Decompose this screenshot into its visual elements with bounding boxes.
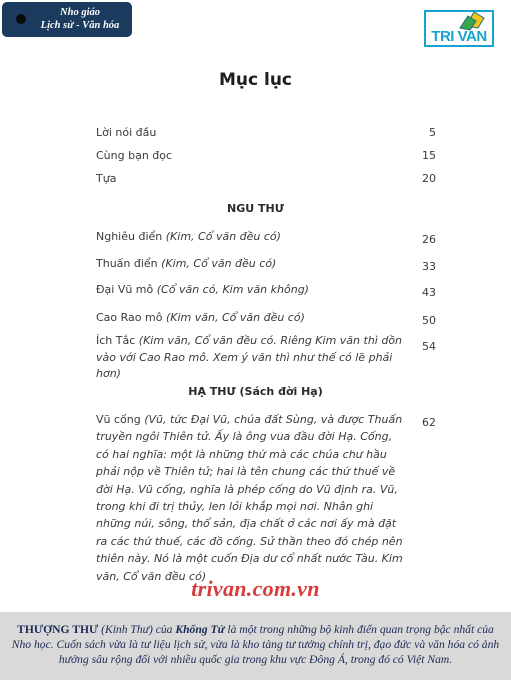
toc-page: 15 [422, 149, 436, 162]
toc-page: 54 [422, 340, 436, 353]
toc-entry: Vũ cống (Vũ, tức Đại Vũ, chúa đất Sùng, và được Thuấn truyền ngôi Thiên tử. Ấy là ông vua đầu đời Hạ. Cống, có hai nghĩa: một là những thứ mà các chúa chư hầu phải nộp về Thiên tử; hai là tên chung các thứ thuế về đời Hạ. Vũ cống, nghĩa là phép cống do Vũ định ra. Vũ, trong khi đi trị thủy, len lỏi khắp mọi nơi. Nhân ghi những núi, sông, thổ sản, địa chất ở các nơi ấy mà đặt ra các thứ thuế, các đồ cống. Sử thần theo đó chép nên thiên này. Nó là một cuốn Địa dư cổ nhất nước Tàu. Kim văn, Cổ văn đều có) [96, 413, 403, 583]
author-name: Khổng Tử [175, 623, 225, 636]
bullet-dot-icon [16, 14, 26, 24]
toc-entry: Lời nói đầu [96, 126, 157, 139]
book-description: THƯỢNG THƯ (Kinh Thư) của Khổng Tử là một trong những bộ kinh điển quan trọng bậc nhất của Nho học. Cuốn sách vừa là tư liệu lịch sử, vừa là kho tàng tư tưởng chính trị, đạo đức và văn hóa có ảnh hưởng sâu rộng đối với nhiều quốc gia trong khu vực Đông Á, trong đó có Việt Nam. [0, 612, 511, 680]
logo-text: TRI VAN [431, 28, 487, 45]
toc-page: 20 [422, 172, 436, 185]
toc-entry: Ích Tắc (Kim văn, Cổ văn đều có. Riêng Kim văn thì dồn vào với Cao Rao mô. Xem ý văn thì như thế có lẽ phải hơn) [96, 334, 403, 380]
book-title: THƯỢNG THƯ [17, 623, 99, 636]
page-title: Mục lục [218, 70, 293, 90]
toc-page: 26 [422, 233, 436, 246]
toc-entry: Thuấn điển (Kim, Cổ văn đều có) [96, 257, 277, 270]
toc-entry: Nghiêu điển (Kim, Cổ văn đều có) [96, 230, 281, 243]
series-badge [2, 2, 132, 37]
publisher-logo [424, 8, 494, 48]
toc-entry: Đại Vũ mô (Cổ văn có, Kim văn không) [96, 283, 309, 296]
toc-entry: Cùng bạn đọc [96, 149, 173, 162]
toc-page: 5 [429, 126, 436, 139]
badge-line-1: Nho giáo [60, 7, 100, 18]
section-heading: HẠ THƯ (Sách đời Hạ) [188, 385, 323, 398]
section-heading: NGU THƯ [227, 202, 284, 215]
toc-page: 43 [422, 286, 436, 299]
website-watermark: trivan.com.vn [191, 576, 320, 601]
toc-entry: Tựa [96, 172, 117, 185]
toc-page: 50 [422, 314, 436, 327]
badge-line-2: Lịch sử - Văn hóa [40, 20, 120, 31]
toc-page: 62 [422, 416, 436, 429]
toc-entry: Cao Rao mô (Kim văn, Cổ văn đều có) [96, 311, 305, 324]
toc-page: 33 [422, 260, 436, 273]
